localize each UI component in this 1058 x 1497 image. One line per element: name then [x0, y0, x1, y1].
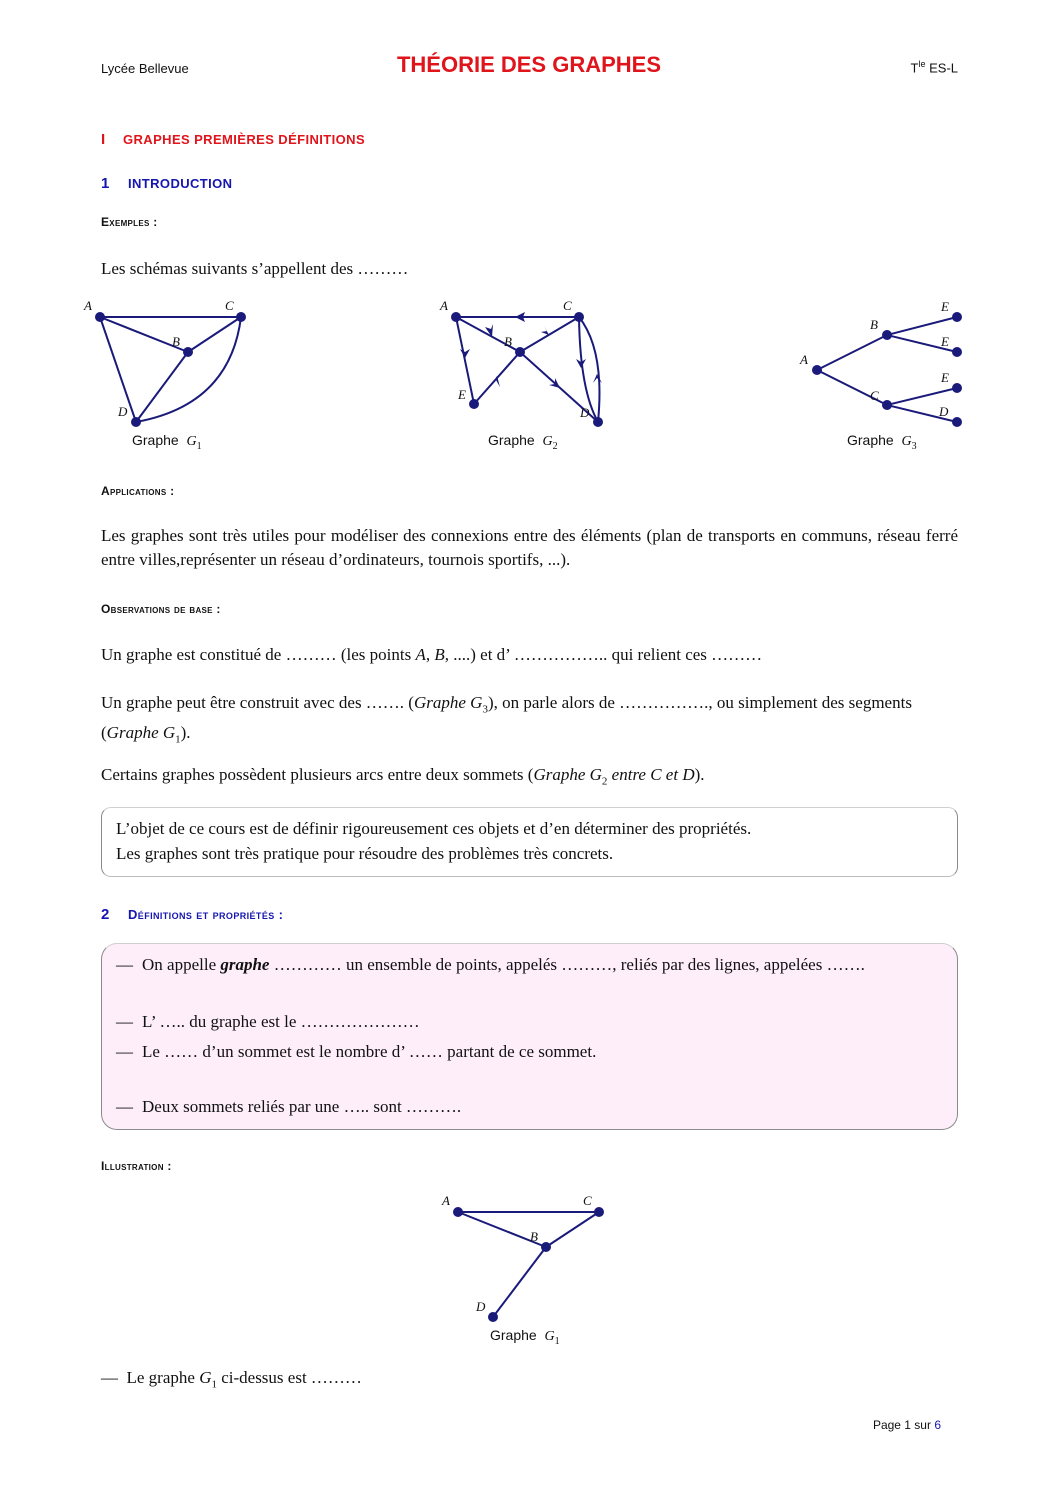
svg-text:B: B — [172, 334, 180, 349]
text: ci-dessus est ……… — [216, 1368, 362, 1387]
page-prefix: Page 1 sur — [872, 1418, 935, 1432]
subsection-number: 1 — [101, 175, 110, 192]
text: Un graphe peut être construit avec des ……. ( — [101, 693, 414, 712]
illustration-graph-drawing — [430, 1185, 630, 1350]
caption-subscript: 1 — [554, 1335, 560, 1347]
svg-text:E: E — [941, 299, 949, 314]
svg-text:D: D — [580, 405, 590, 420]
caption-symbol: G — [542, 434, 553, 449]
course-objective-text — [116, 816, 751, 866]
text: ). — [694, 765, 705, 784]
observations-label: Observations de base : — [101, 602, 221, 616]
final-question — [101, 1366, 362, 1396]
dash-bullet: — — [101, 1368, 118, 1387]
svg-text:B: B — [870, 317, 878, 332]
applications-label: Applications : — [101, 484, 175, 498]
text: On appelle — [142, 955, 221, 974]
text: ………… un ensemble de points, appelés ………, reliés par des lignes, appelées ……. — [269, 955, 865, 974]
svg-text:A: A — [800, 352, 808, 367]
term-graphe: graphe — [220, 955, 270, 974]
caption-symbol: G — [544, 1329, 555, 1344]
point-b: B — [434, 645, 445, 664]
caption-symbol: G — [186, 434, 197, 449]
svg-text:C: C — [225, 298, 234, 313]
caption-symbol: G — [901, 434, 912, 449]
caption-subscript: 1 — [196, 440, 202, 452]
document-title: THÉORIE DES GRAPHES — [396, 52, 662, 77]
caption-subscript: 3 — [911, 440, 917, 452]
graph-g2-caption — [488, 432, 558, 452]
dash-bullet: — — [116, 1097, 133, 1116]
graph-symbol: G — [199, 1368, 212, 1387]
svg-text:A: A — [442, 1193, 450, 1208]
definition-text: Le …… d’un sommet est le nombre d’ …… partant de ce sommet. — [142, 1042, 597, 1061]
illustration-caption — [490, 1327, 560, 1347]
graph-ref: Graphe G — [533, 765, 602, 784]
text: Un graphe est constitué de ……… (les points — [101, 645, 416, 664]
svg-text:B: B — [530, 1229, 538, 1244]
subsection-heading-introduction — [101, 175, 232, 192]
text: Certains graphes possèdent plusieurs arcs entre deux sommets ( — [101, 765, 534, 784]
illustration-label: Illustration : — [101, 1159, 172, 1173]
class-level-suffix: ES-L — [925, 60, 958, 76]
svg-text:B: B — [504, 334, 512, 349]
definition-text: L’ ….. du graphe est le ………………… — [142, 1012, 420, 1031]
graph-ref: Graphe G — [106, 723, 176, 743]
graph-ref-sub: 2 — [601, 775, 608, 788]
svg-text:C: C — [563, 298, 572, 313]
applications-text: Les graphes sont très utiles pour modéliser des connexions entre des éléments (plan de transports en communs, réseau ferré entre villes,représenter un réseau d’ordinateurs, tournois sportifs, ...). — [101, 526, 958, 569]
text: , ....) et d’ …………….. qui relient ces ……… — [444, 645, 763, 664]
observation-paragraph-1 — [101, 643, 958, 667]
graph-g3-caption — [847, 432, 917, 452]
observation-paragraph-3 — [101, 763, 958, 793]
svg-text:E: E — [458, 387, 466, 402]
subsection-title: INTRODUCTION — [128, 176, 233, 191]
subsection-title: Définitions et propriétés : — [128, 907, 284, 922]
class-level — [911, 59, 958, 75]
exemples-label: Exemples : — [101, 215, 158, 229]
svg-text:C: C — [870, 388, 879, 403]
subsection-number: 2 — [101, 906, 110, 923]
illustration-graph-g1 — [430, 1185, 630, 1350]
class-level-sup: le — [918, 59, 926, 69]
svg-text:E: E — [941, 370, 949, 385]
school-name: Lycée Bellevue — [101, 61, 189, 76]
graph-g1-caption — [132, 432, 202, 452]
section-heading-1 — [101, 131, 365, 148]
text: ). — [180, 723, 191, 743]
caption-word: Graphe — [488, 432, 535, 448]
page-total-link[interactable]: 6 — [934, 1418, 941, 1432]
section-number: I — [101, 131, 106, 148]
objective-line-1: L’objet de ce cours est de définir rigoureusement ces objets et d’en déterminer des propriétés. — [116, 819, 752, 838]
graph-ref-sub: 3 — [482, 703, 488, 716]
class-level-prefix: T — [910, 60, 919, 76]
observation-paragraph-2 — [101, 691, 958, 752]
subsection-heading-definitions — [101, 906, 283, 923]
graph-subscript: 1 — [211, 1378, 217, 1391]
text: ), on parle alors de ……………., ou simplement des segments ( — [101, 693, 912, 743]
graph-ref-sub: 1 — [175, 733, 181, 746]
svg-text:A: A — [440, 298, 448, 313]
svg-text:D: D — [939, 404, 949, 419]
caption-subscript: 2 — [552, 440, 558, 452]
caption-word: Graphe — [847, 432, 894, 448]
caption-word: Graphe — [490, 1327, 537, 1343]
exemples-text: Les schémas suivants s’appellent des ……… — [101, 259, 409, 278]
text: , — [425, 645, 435, 664]
page-number — [873, 1418, 941, 1432]
dash-bullet: — — [116, 1012, 133, 1031]
dash-bullet: — — [116, 955, 133, 974]
svg-text:D: D — [476, 1299, 486, 1314]
definition-text: Deux sommets reliés par une ….. sont ………. — [142, 1097, 462, 1116]
svg-text:C: C — [583, 1193, 592, 1208]
text: Le graphe — [126, 1368, 200, 1387]
dash-bullet: — — [116, 1042, 133, 1061]
svg-text:D: D — [118, 404, 128, 419]
graph-ref: Graphe G — [413, 693, 483, 712]
section-title: GRAPHES PREMIÈRES DÉFINITIONS — [123, 132, 366, 147]
definition-text — [142, 953, 944, 977]
point-a: A — [415, 645, 426, 664]
svg-text:A: A — [84, 298, 92, 313]
svg-text:E: E — [941, 334, 949, 349]
objective-line-2: Les graphes sont très pratique pour résoudre des problèmes très concrets. — [116, 844, 614, 863]
graph-ref-detail: entre C et D — [607, 765, 695, 784]
caption-word: Graphe — [132, 432, 179, 448]
